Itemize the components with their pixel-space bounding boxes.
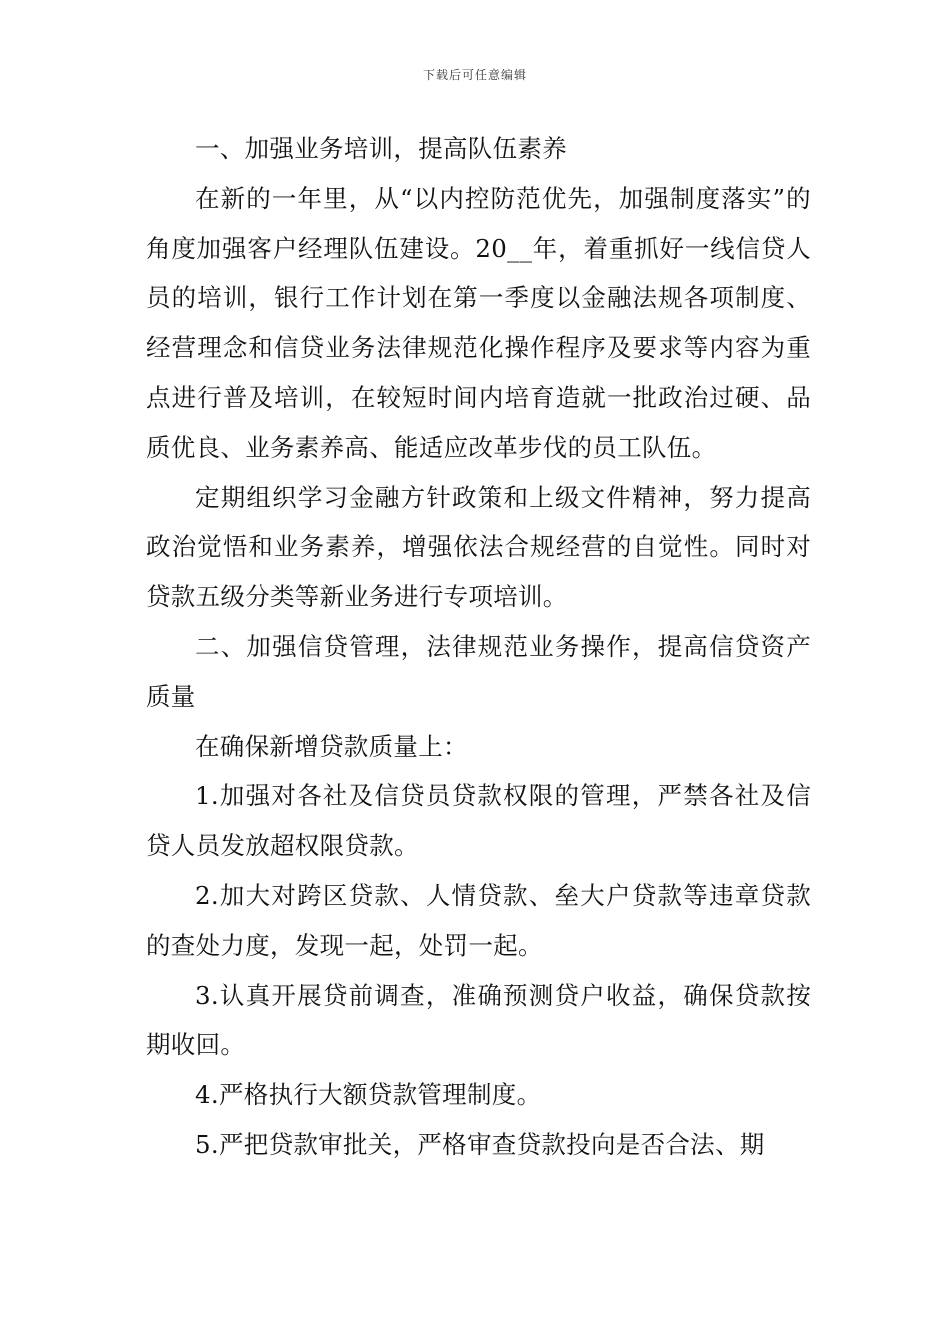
- paragraph: 在确保新增贷款质量上：: [195, 731, 468, 761]
- section-heading-2: 二、加强信贷管理，法律规范业务操作，提高信贷资产质量: [146, 631, 811, 711]
- list-item: 1.加强对各社及信贷员贷款权限的管理，严禁各社及信贷人员发放超权限贷款。: [146, 781, 811, 861]
- paragraph: 定期组织学习金融方针政策和上级文件精神，努力提高政治觉悟和业务素养，增强依法合规经营的自觉性。同时对贷款五级分类等新业务进行专项培训。: [146, 482, 811, 612]
- document-body: [146, 124, 811, 1170]
- list-item: 5.严把贷款审批关，严格审查贷款投向是否合法、期: [195, 1129, 765, 1159]
- page-header-note: 下载后可任意编辑: [422, 68, 527, 82]
- section-heading-1: 一、加强业务培训，提高队伍素养: [195, 134, 567, 163]
- list-item: 4.严格执行大额贷款管理制度。: [195, 1080, 542, 1110]
- paragraph: 在新的一年里，从“以内控防范优先，加强制度落实”的角度加强客户经理队伍建设。20__年，着重抓好一线信贷人员的培训，银行工作计划在第一季度以金融法规各项制度、经营理念和信贷业务法律规范化操作程序及要求等内容为重点进行普及培训，在较短时间内培育造就一批政治过硬、品质优良、业务素养高、能适应改革步伐的员工队伍。: [146, 183, 811, 462]
- list-item: 3.认真开展贷前调查，准确预测贷户收益，确保贷款按期收回。: [146, 980, 811, 1060]
- list-item: 2.加大对跨区贷款、人情贷款、垒大户贷款等违章贷款的查处力度，发现一起，处罚一起。: [146, 880, 811, 960]
